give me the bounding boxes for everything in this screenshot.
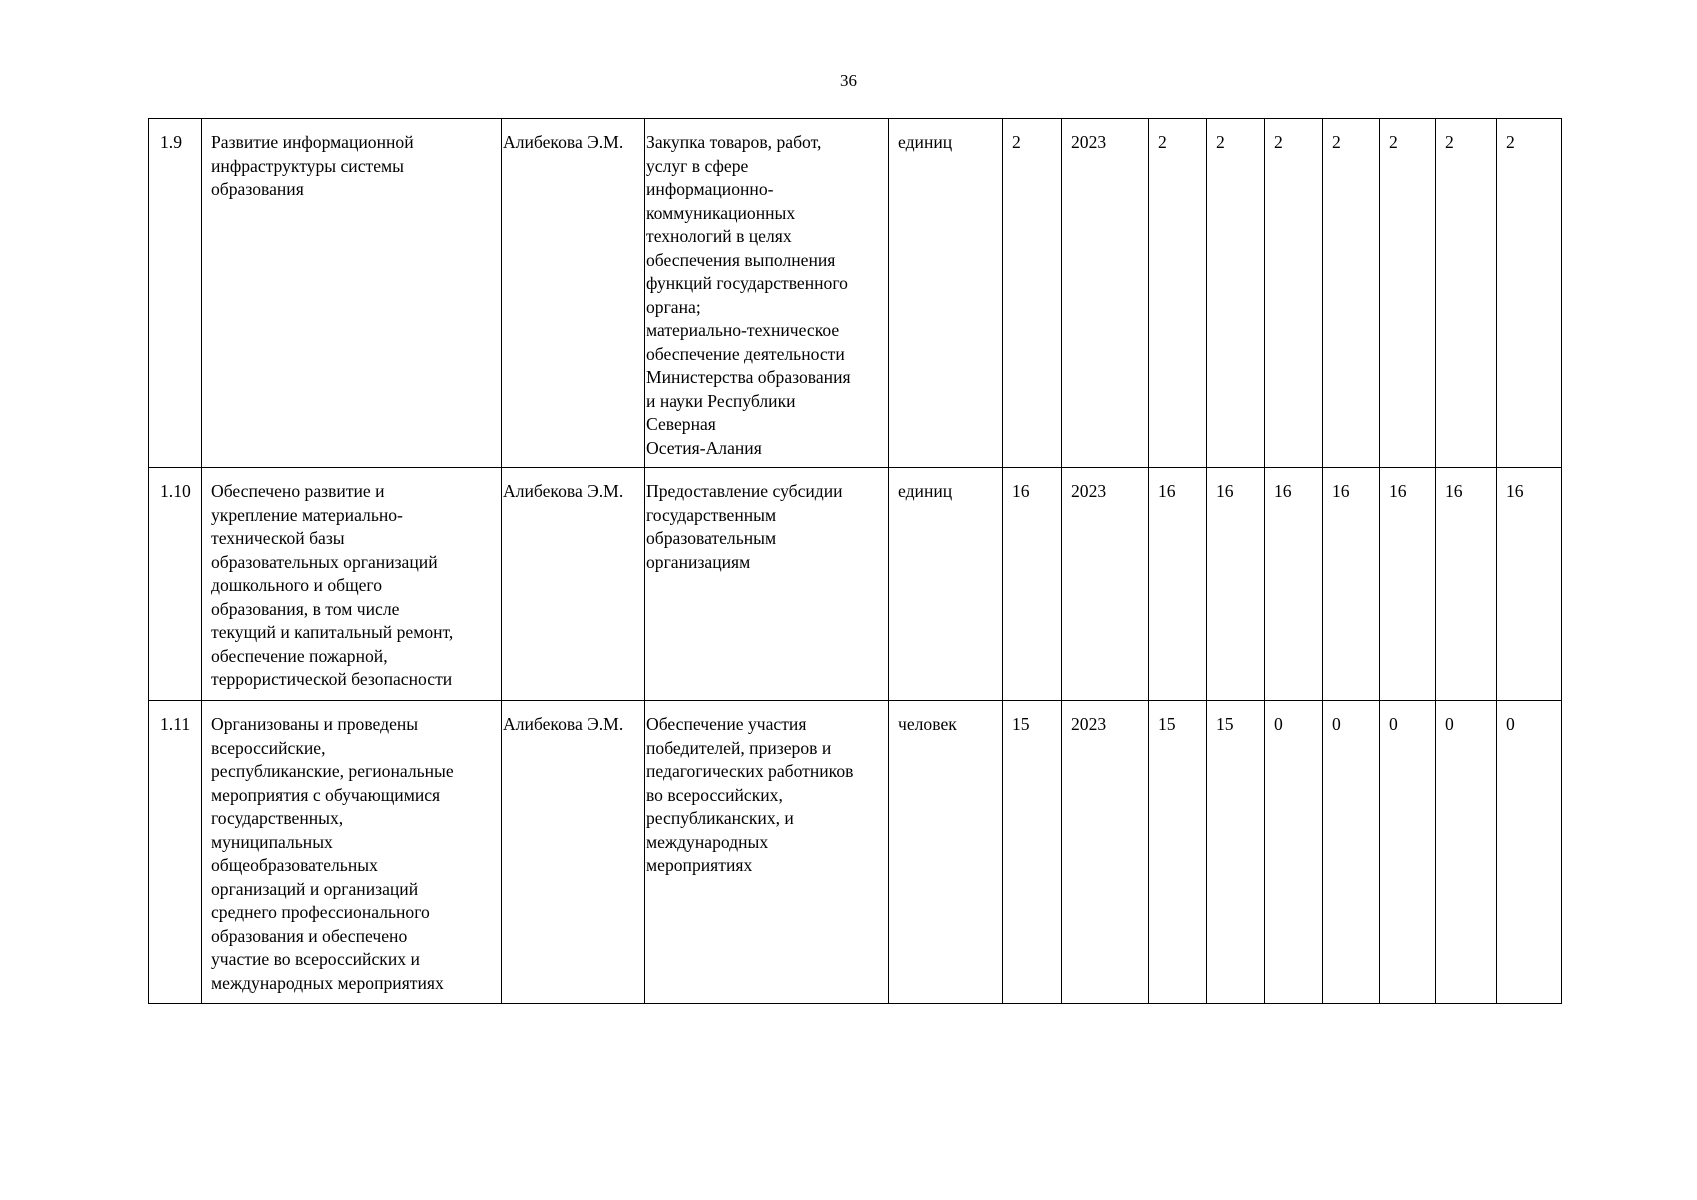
activity-line: и науки Республики: [646, 390, 796, 411]
measure-name-line: республиканские, региональные: [211, 761, 454, 781]
measure-name-line: образования, в том числе: [211, 598, 400, 619]
measure-name-line: общеобразовательных: [211, 855, 378, 875]
base-year-cell: 2023: [1062, 468, 1149, 701]
activity-line: мероприятиях: [646, 855, 753, 875]
measure-name-line: террористической безопасности: [211, 669, 453, 689]
measure-name-line: международных мероприятиях: [211, 972, 444, 993]
value-cell: 0: [1380, 701, 1436, 1004]
measure-name-line: мероприятия с обучающимися: [211, 784, 441, 805]
activity-line: органа;: [646, 296, 701, 317]
activity-line: Закупка товаров, работ,: [646, 132, 822, 152]
measure-name-line: участие во всероссийских и: [211, 949, 420, 969]
activity-line: победителей, призеров и: [646, 737, 832, 758]
activity-line: Обеспечение участия: [646, 714, 807, 734]
activity-line: информационно-: [646, 179, 774, 199]
activity-cell: [645, 701, 889, 1004]
measure-name-line: образования и обеспечено: [211, 925, 408, 946]
value-cell: 16: [1149, 468, 1207, 701]
value-cell: 16: [1380, 468, 1436, 701]
table-row: [149, 468, 1562, 701]
base-value-cell: 2: [1003, 119, 1062, 468]
page-number: 36: [840, 71, 857, 90]
table-row: [149, 119, 1562, 468]
measure-name-cell: [202, 701, 502, 1004]
value-cell: 16: [1265, 468, 1323, 701]
activity-line: материально-техническое: [646, 320, 840, 340]
activity-line: во всероссийских,: [646, 784, 783, 805]
activity-cell: [645, 119, 889, 468]
measure-name-line: Обеспечено развитие и: [211, 481, 385, 501]
activity-line: республиканских, и: [646, 808, 794, 828]
activity-line: Предоставление субсидии: [646, 481, 843, 501]
value-cell: 2: [1323, 119, 1380, 468]
responsible-cell: Алибекова Э.М.: [502, 468, 645, 701]
row-number-cell: 1.9: [149, 119, 202, 468]
value-cell: 0: [1323, 701, 1380, 1004]
measure-name-line: образовательных организаций: [211, 551, 438, 572]
value-cell: 16: [1497, 468, 1562, 701]
activity-line: Осетия-Алания: [646, 437, 762, 458]
value-cell: 0: [1436, 701, 1497, 1004]
measure-name-line: технической базы: [211, 528, 345, 548]
base-year-cell: 2023: [1062, 119, 1149, 468]
base-year-cell: 2023: [1062, 701, 1149, 1004]
activity-line: технологий в целях: [646, 226, 792, 246]
base-value-cell: 16: [1003, 468, 1062, 701]
measure-name-cell: [202, 468, 502, 701]
activity-line: услуг в сфере: [646, 155, 749, 176]
responsible-cell: Алибекова Э.М.: [502, 119, 645, 468]
activity-cell: [645, 468, 889, 701]
measure-name-line: всероссийские,: [211, 737, 326, 758]
value-cell: 2: [1380, 119, 1436, 468]
activity-line: обеспечения выполнения: [646, 249, 836, 270]
measure-name-line: Организованы и проведены: [211, 714, 419, 734]
activity-line: обеспечение деятельности: [646, 343, 845, 364]
table-row: [149, 701, 1562, 1004]
activity-line: международных: [646, 831, 769, 852]
measure-name-line: муниципальных: [211, 831, 333, 852]
responsible-cell: Алибекова Э.М.: [502, 701, 645, 1004]
measure-name-line: текущий и капитальный ремонт,: [211, 622, 454, 642]
indicators-table: [148, 118, 1562, 1004]
activity-line: педагогических работников: [646, 761, 854, 781]
activity-line: функций государственного: [646, 273, 848, 293]
activity-line: организациям: [646, 551, 751, 572]
unit-cell: единиц: [889, 119, 1003, 468]
value-cell: 16: [1207, 468, 1265, 701]
unit-cell: человек: [889, 701, 1003, 1004]
activity-line: образовательным: [646, 528, 777, 548]
value-cell: 0: [1265, 701, 1323, 1004]
value-cell: 2: [1265, 119, 1323, 468]
measure-name-cell: [202, 119, 502, 468]
measure-name-line: Развитие информационной: [211, 132, 414, 152]
measure-name-line: образования: [211, 179, 304, 199]
value-cell: 2: [1207, 119, 1265, 468]
row-number-cell: 1.11: [149, 701, 202, 1004]
value-cell: 2: [1149, 119, 1207, 468]
activity-line: коммуникационных: [646, 202, 796, 223]
table-body: [149, 119, 1562, 1004]
activity-line: Северная: [646, 414, 716, 434]
measure-name-line: укрепление материально-: [211, 504, 403, 525]
measure-name-line: обеспечение пожарной,: [211, 645, 388, 666]
measure-name-line: среднего профессионального: [211, 902, 430, 922]
measure-name-line: государственных,: [211, 808, 344, 828]
activity-line: Министерства образования: [646, 367, 851, 387]
value-cell: 16: [1436, 468, 1497, 701]
measure-name-line: организаций и организаций: [211, 878, 419, 899]
base-value-cell: 15: [1003, 701, 1062, 1004]
measure-name-line: инфраструктуры системы: [211, 155, 404, 176]
unit-cell: единиц: [889, 468, 1003, 701]
value-cell: 15: [1149, 701, 1207, 1004]
value-cell: 16: [1323, 468, 1380, 701]
measure-name-line: дошкольного и общего: [211, 575, 382, 595]
activity-line: государственным: [646, 504, 777, 525]
value-cell: 2: [1497, 119, 1562, 468]
value-cell: 15: [1207, 701, 1265, 1004]
value-cell: 0: [1497, 701, 1562, 1004]
row-number-cell: 1.10: [149, 468, 202, 701]
value-cell: 2: [1436, 119, 1497, 468]
